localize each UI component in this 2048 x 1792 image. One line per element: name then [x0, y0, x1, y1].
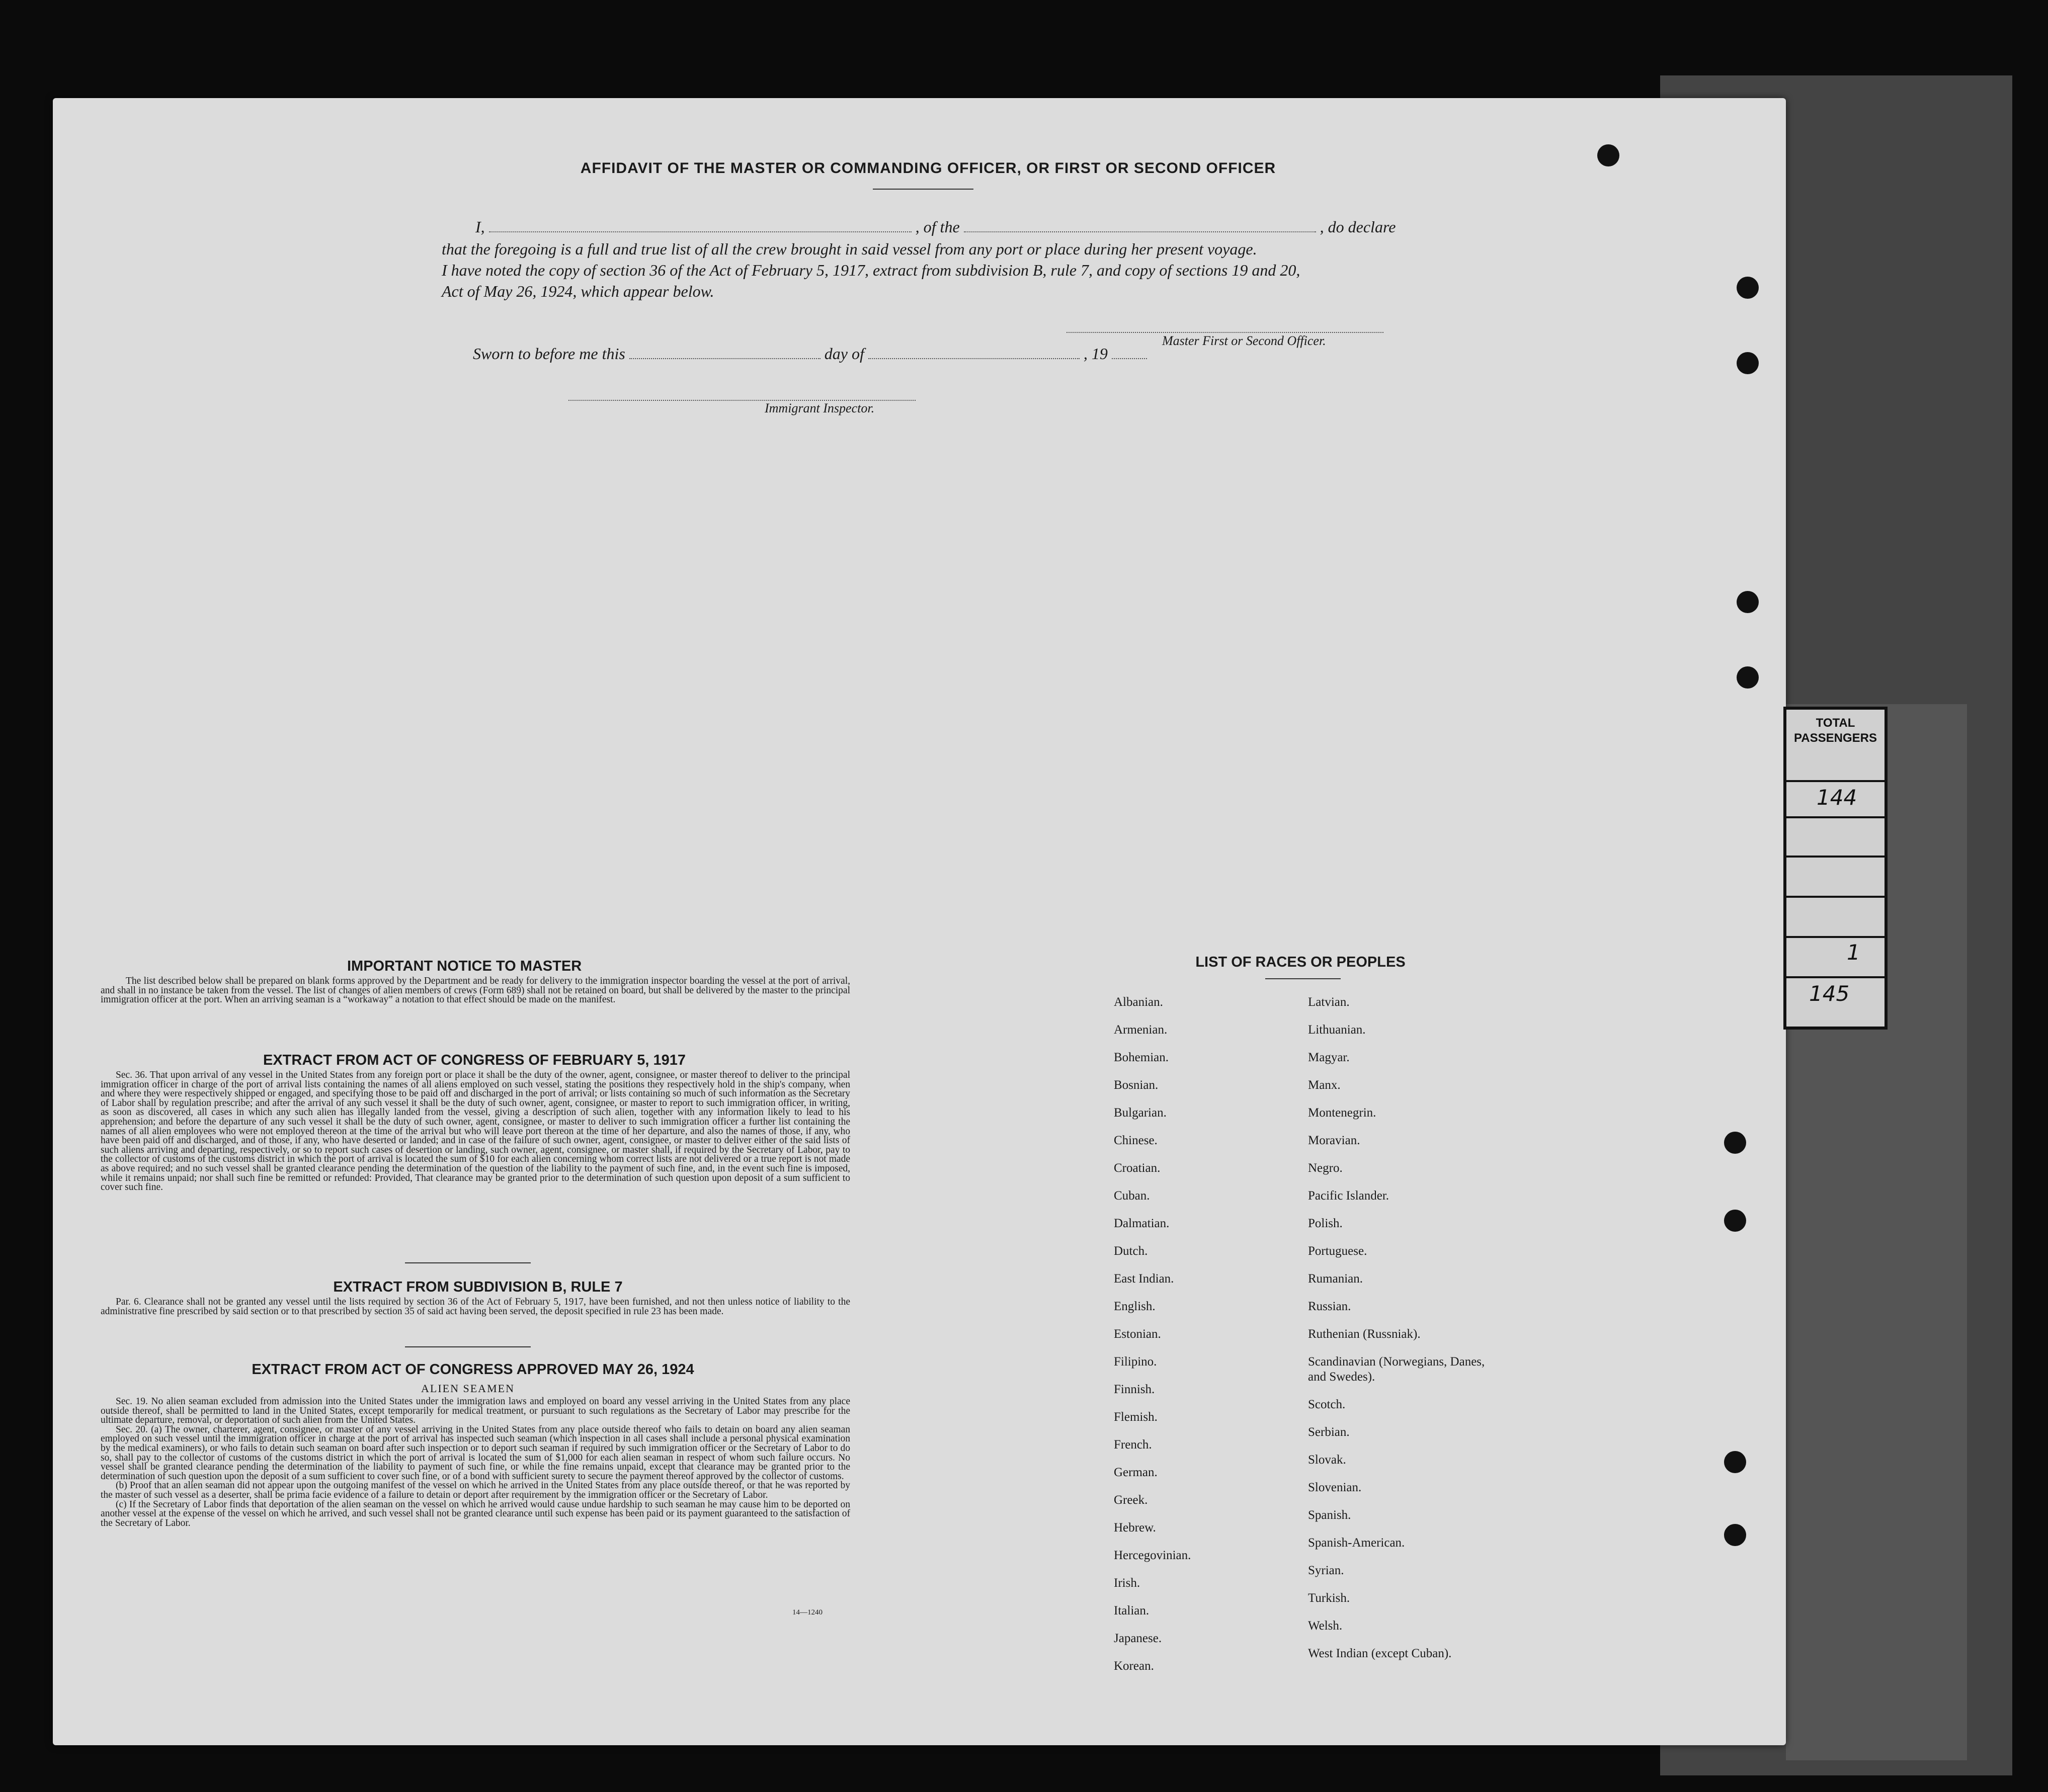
races-right-column	[1308, 995, 1499, 1674]
total-value-145: 145	[1809, 981, 1850, 1006]
affidavit-line-2: that the foregoing is a full and true list of all the crew brought in said vessel from any port or place during her present voyage.	[442, 240, 1257, 258]
races-title: LIST OF RACES OR PEOPLES	[1195, 954, 1406, 970]
race-item: Croatian.	[1114, 1161, 1161, 1175]
race-item: Manx.	[1308, 1078, 1341, 1092]
affidavit-i: I,	[475, 218, 485, 236]
sec-20c-text: (c) If the Secretary of Labor finds that deportation of the alien seaman on the vessel on which he arrived would cause undue hardship to such seaman he may cause him to be deported on another vessel at the expense of the vessel on which he arrived, and such vessel shall not be granted clearance until such expense has been paid or its payment guaranteed to the satisfaction of the Secretary of Labor.	[101, 1499, 850, 1528]
race-item: Japanese.	[1114, 1632, 1162, 1645]
box-row-line	[1786, 856, 1885, 858]
sworn-day-blank	[629, 347, 821, 359]
race-item: Syrian.	[1308, 1564, 1344, 1577]
race-item: Lithuanian.	[1308, 1023, 1366, 1037]
affidavit-line-4: Act of May 26, 1924, which appear below.	[442, 282, 714, 300]
sworn-year-blank	[1112, 347, 1147, 359]
vessel-blank	[964, 220, 1316, 232]
race-item: Armenian.	[1114, 1023, 1168, 1037]
race-item: English.	[1114, 1300, 1156, 1313]
affidavit-line-1	[475, 218, 1396, 236]
affidavit-line-3: I have noted the copy of section 36 of the Act of February 5, 1917, extract from subdivision B, rule 7, and copy of sections 19 and 20,	[442, 261, 1300, 279]
extract-1924-body	[101, 1397, 850, 1528]
race-item: Greek.	[1114, 1493, 1148, 1507]
race-item: Scotch.	[1308, 1398, 1346, 1411]
affidavit-of-the: , of the	[915, 218, 960, 236]
box-row-line	[1786, 780, 1885, 782]
race-item: Bulgarian.	[1114, 1106, 1167, 1120]
race-item: Korean.	[1114, 1659, 1154, 1673]
notice-text: The list described below shall be prepared on blank forms approved by the Department and be ready for delivery to the immigration inspector boarding the vessel at the port of arrival, and shall in no instance be taken from the vessel. The list of changes of alien members of crews (Form 689) shall not be retained on board, but shall be delivered by the master to the principal immigration officer at the port. When an arriving seaman is a “workaway” a notation to that effect should be made on the manifest.	[101, 976, 850, 1005]
box-row-line	[1786, 816, 1885, 818]
race-item: French.	[1114, 1438, 1152, 1452]
race-item: Magyar.	[1308, 1051, 1350, 1064]
race-item: Welsh.	[1308, 1619, 1343, 1633]
race-item: Flemish.	[1114, 1410, 1158, 1424]
box-header-passengers: PASSENGERS	[1794, 731, 1877, 745]
punch-hole	[1597, 144, 1619, 166]
race-item: Hebrew.	[1114, 1521, 1156, 1534]
sworn-text: Sworn to before me this	[473, 345, 625, 363]
sworn-line	[473, 345, 1147, 363]
box-row-line	[1786, 976, 1885, 978]
year-text: , 19	[1083, 345, 1108, 363]
race-item: East Indian.	[1114, 1272, 1174, 1286]
race-item: Irish.	[1114, 1576, 1140, 1590]
race-item: West Indian (except Cuban).	[1308, 1647, 1452, 1660]
affidavit-title: AFFIDAVIT OF THE MASTER OR COMMANDING OFFICER, OR FIRST OR SECOND OFFICER	[580, 160, 1276, 177]
title-divider	[873, 189, 973, 190]
race-item: Spanish.	[1308, 1508, 1351, 1522]
divider	[405, 1262, 531, 1263]
sworn-month-blank	[868, 347, 1080, 359]
race-item: Albanian.	[1114, 995, 1163, 1009]
race-item: Rumanian.	[1308, 1272, 1363, 1286]
punch-hole	[1724, 1524, 1746, 1546]
divider	[405, 1346, 531, 1347]
name-blank	[489, 220, 912, 232]
box-header-total: TOTAL	[1816, 716, 1855, 730]
races-divider	[1265, 978, 1341, 979]
race-item: Dutch.	[1114, 1244, 1148, 1258]
races-left-column	[1114, 995, 1191, 1686]
extract-1917-title: EXTRACT FROM ACT OF CONGRESS OF FEBRUARY 5, 1917	[263, 1052, 686, 1068]
sec-20a-text: Sec. 20. (a) The owner, charterer, agent, consignee, or master of any vessel arriving in the United States from any place outside thereof who fails to detain on board any alien seaman employed on such vessel until the immigration officer in charge at the port of arrival has inspected such seaman (which inspection in all cases shall include a personal physical examination by the medical examiners), or who fails to detain such seaman on board after such inspection or to deport such seaman if required by such immigration officer or the Secretary of Labor to do so, shall pay to the collector of customs of the customs district in which the port of arrival is located the sum of $1,000 for each alien seaman in respect of whom such failure occurs. No vessel shall be granted clearance pending the determination of the liability to payment of such fine, or while the fine remains unpaid, except that clearance may be granted prior to the determination of such question upon the deposit of a sum sufficient to cover such fine, or of a bond with sufficient surety to secure the payment thereof approved by the collector of customs.	[101, 1424, 850, 1482]
race-item: Chinese.	[1114, 1134, 1158, 1147]
race-item: Latvian.	[1308, 995, 1350, 1009]
total-passengers-box	[1783, 707, 1888, 1030]
affidavit-declare: , do declare	[1320, 218, 1396, 236]
race-item: German.	[1114, 1466, 1158, 1479]
master-signature-line	[1067, 332, 1383, 333]
master-label: Master First or Second Officer.	[1162, 333, 1326, 348]
total-value-144: 144	[1817, 785, 1857, 810]
extract-1924-title: EXTRACT FROM ACT OF CONGRESS APPROVED MAY 26, 1924	[252, 1361, 694, 1378]
race-item: Russian.	[1308, 1300, 1351, 1313]
race-item: Spanish-American.	[1308, 1536, 1405, 1550]
extract-rule7-title: EXTRACT FROM SUBDIVISION B, RULE 7	[333, 1279, 623, 1295]
race-item: Cuban.	[1114, 1189, 1150, 1203]
punch-hole	[1737, 277, 1759, 299]
alien-seamen-subtitle: ALIEN SEAMEN	[421, 1382, 515, 1395]
punch-hole	[1737, 352, 1759, 374]
race-item: Pacific Islander.	[1308, 1189, 1389, 1203]
race-item: Moravian.	[1308, 1134, 1360, 1147]
form-code: 14—1240	[792, 1608, 823, 1616]
race-item: Hercegovinian.	[1114, 1549, 1191, 1562]
race-item: Ruthenian (Russniak).	[1308, 1327, 1421, 1341]
day-of-text: day of	[824, 345, 864, 363]
race-item: Dalmatian.	[1114, 1217, 1170, 1230]
punch-hole	[1724, 1451, 1746, 1473]
box-row-line	[1786, 896, 1885, 898]
punch-hole	[1724, 1210, 1746, 1232]
total-value-1: 1	[1847, 940, 1860, 965]
race-item: Finnish.	[1114, 1383, 1155, 1396]
race-item: Negro.	[1308, 1161, 1343, 1175]
punch-hole	[1724, 1132, 1746, 1154]
extract-1917-text: Sec. 36. That upon arrival of any vessel in the United States from any foreign port or place it shall be the duty of the owner, agent, consignee, or master thereof to deliver to the principal immigration officer in charge of the port of arrival lists containing the names of all aliens employed on such vessel, stating the positions they respectively hold in the ship's company, when and where they were respectively shipped or engaged, and specifying those to be paid off and discharged in the port of arrival; or lists containing so much of such information as the Secretary of Labor shall by regulation prescribe; and after the arrival of any such vessel it shall be the duty of such owner, agent, consignee, or master to report to such immigration officer, in writing, as soon as discovered, all cases in which any such alien has illegally landed from the vessel, giving a description of such alien, together with any information likely to lead to his apprehension; and before the departure of any such vessel it shall be the duty of such owner, agent, consignee, or master to deliver to such immigration officer a further list containing the names of all alien employees who were not employed thereon at the time of the arrival but who will leave port thereon at the time of her departure, and also the names of those, if any, who have been paid off and discharged, and of those, if any, who have deserted or landed; and in case of the failure of such owner, agent, consignee, or master to deliver either of the said lists of such aliens arriving and departing, respectively, or so to report such cases of desertion or landing, such owner, agent, consignee, or master shall, if required by the Secretary of Labor, pay to the collector of customs of the customs district in which the port of arrival is located the sum of $10 for each alien concerning whom correct lists are not delivered or a true report is not made as above required; and no such vessel shall be granted clearance pending the determination of the question of the liability to the payment of such fine, and, in the event such fine is imposed, while it remains unpaid; nor shall such fine be remitted or refunded: Provided, That clearance may be granted prior to the determination of such question upon deposit of a sum sufficient to cover such fine.	[101, 1070, 850, 1193]
punch-hole	[1737, 666, 1759, 689]
race-item: Portuguese.	[1308, 1244, 1367, 1258]
notice-title: IMPORTANT NOTICE TO MASTER	[347, 958, 582, 974]
race-item: Bosnian.	[1114, 1078, 1159, 1092]
race-item: Slovenian.	[1308, 1481, 1362, 1494]
sec-20b-text: (b) Proof that an alien seaman did not appear upon the outgoing manifest of the vessel on which he arrived in the United States from any place outside thereof, or that he was reported by the master of such vessel as a deserter, shall be prima facie evidence of a failure to detain or deport after requirement by the immigration officer or the Secretary of Labor.	[101, 1480, 850, 1500]
race-item: Italian.	[1114, 1604, 1150, 1617]
inspector-label: Immigrant Inspector.	[765, 401, 875, 415]
race-item: Filipino.	[1114, 1355, 1157, 1369]
race-item: Slovak.	[1308, 1453, 1346, 1467]
race-item: Serbian.	[1308, 1425, 1350, 1439]
race-item: Bohemian.	[1114, 1051, 1169, 1064]
sec-19-text: Sec. 19. No alien seaman excluded from admission into the United States under the immigration laws and employed on board any vessel arriving in the United States from any place outside thereof, shall be permitted to land in the United States, except temporarily for medical treatment, or pursuant to such regulations as the Secretary of Labor may prescribe for the ultimate departure, removal, or deportation of such alien from the United States.	[101, 1396, 850, 1426]
race-item: Turkish.	[1308, 1591, 1350, 1605]
punch-hole	[1737, 591, 1759, 613]
race-item: Scandinavian (Norwegians, Danes, and Swedes).	[1308, 1355, 1485, 1384]
race-item: Polish.	[1308, 1217, 1343, 1230]
race-item: Montenegrin.	[1308, 1106, 1376, 1120]
race-item: Estonian.	[1114, 1327, 1161, 1341]
extract-rule7-text: Par. 6. Clearance shall not be granted any vessel until the lists required by section 36 of the Act of February 5, 1917, have been furnished, and not then unless notice of liability to the administrative fine prescribed by said section or to that prescribed by section 35 of said act having been served, the deposit specified in rule 23 has been made.	[101, 1297, 850, 1317]
box-row-line	[1786, 936, 1885, 938]
